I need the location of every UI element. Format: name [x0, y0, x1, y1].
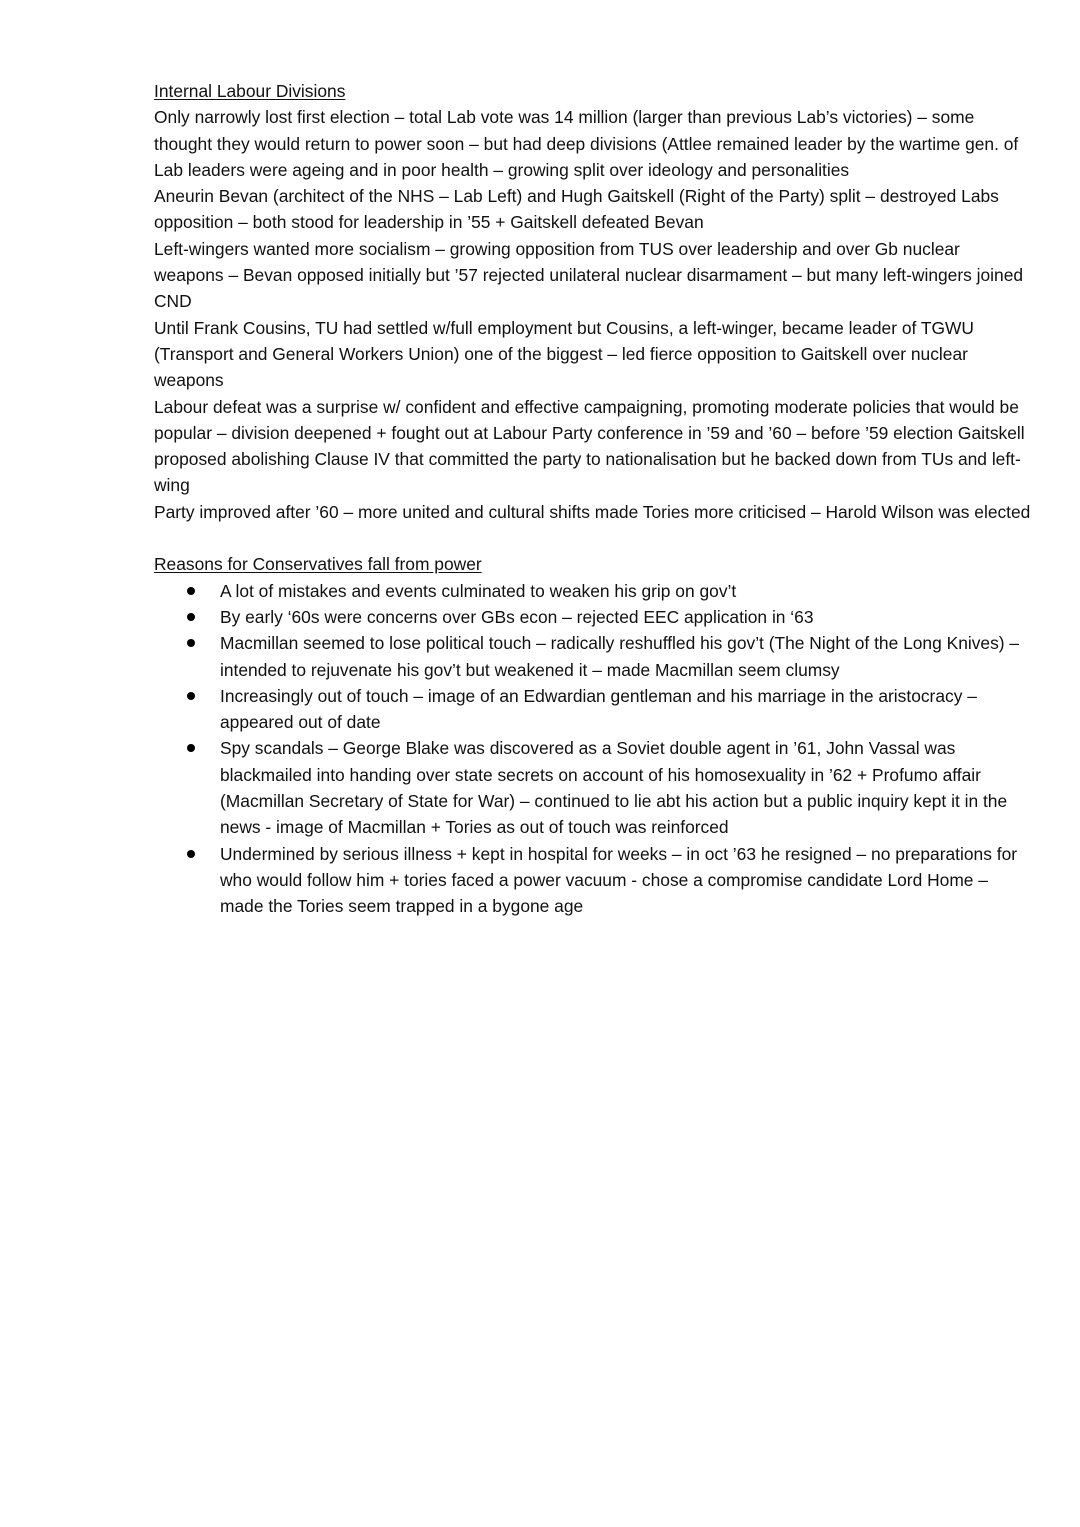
list-item: [154, 683, 1034, 736]
bullet-icon: [187, 639, 195, 647]
paragraph: Only narrowly lost first election – total Lab vote was 14 million (larger than previous Lab’s victories) – some thought they would return to power soon – but had deep divisions (Attlee remained leader by the wartime gen. of Lab leaders were ageing and in poor health – growing split over ideology and personalities: [154, 107, 1019, 180]
list-item-text: Undermined by serious illness + kept in hospital for weeks – in oct ’63 he resigned – no preparations for who would follow him + tories faced a power vacuum - chose a compromise candidate Lord Home – made the Tories seem trapped in a bygone age: [220, 843, 1018, 917]
document-page: [154, 78, 1034, 920]
list-item: [154, 841, 1034, 920]
paragraph: Until Frank Cousins, TU had settled w/full employment but Cousins, a left-winger, became leader of TGWU (Transport and General Workers Union) one of the biggest – led fierce opposition to Gaitskell over nuclear weapons: [154, 317, 974, 391]
list-item: [154, 604, 1034, 630]
bullet-icon: [187, 613, 195, 621]
paragraph: Aneurin Bevan (architect of the NHS – Lab Left) and Hugh Gaitskell (Right of the Party) split – destroyed Labs opposition – both stood for leadership in ’55 + Gaitskell defeated Bevan: [154, 186, 999, 233]
list-item: [154, 630, 1034, 683]
list-item-text: By early ‘60s were concerns over GBs econ – rejected EEC application in ‘63: [220, 606, 814, 627]
list-item-text: A lot of mistakes and events culminated to weaken his grip on gov’t: [220, 580, 737, 601]
section-spacer: [154, 525, 1034, 551]
bullet-icon: [187, 850, 195, 858]
bullet-icon: [187, 587, 195, 595]
paragraph: Party improved after ’60 – more united and cultural shifts made Tories more criticised – Harold Wilson was elected: [154, 501, 1031, 522]
section-heading-internal-labour-divisions: Internal Labour Divisions: [154, 81, 346, 101]
bullet-icon: [187, 744, 195, 752]
list-item: [154, 735, 1034, 840]
paragraph: Labour defeat was a surprise w/ confident and effective campaigning, promoting moderate policies that would be popular – division deepened + fought out at Labour Party conference in ’59 and ’60 – before ’59 election Gaitskell proposed abolishing Clause IV that committed the party to nationalisation but he backed down from TUs and left-wing: [154, 396, 1025, 496]
list-item-text: Increasingly out of touch – image of an Edwardian gentleman and his marriage in the aristocracy – appeared out of date: [220, 685, 977, 733]
list-item: [154, 578, 1034, 604]
section-heading-conservatives-fall: Reasons for Conservatives fall from power: [154, 554, 482, 575]
paragraph: Left-wingers wanted more socialism – growing opposition from TUS over leadership and over Gb nuclear weapons – Bevan opposed initially but ’57 rejected unilateral nuclear disarmament – but many left-wingers joined CND: [154, 238, 1024, 312]
list-item-text: Macmillan seemed to lose political touch – radically reshuffled his gov’t (The Night of the Long Knives) – intended to rejuvenate his gov’t but weakened it – made Macmillan seem clumsy: [220, 633, 1020, 680]
list-item-text: Spy scandals – George Blake was discovered as a Soviet double agent in ’61, John Vassal was blackmailed into handing over state secrets on account of his homosexuality in ’62 + Profumo affair (Macmillan Secretary of State for War) – continued to lie abt his action but a public inquiry kept it in the news - image of Macmillan + Tories as out of touch was reinforced: [220, 738, 1008, 838]
bullet-list: [154, 578, 1034, 920]
bullet-icon: [187, 692, 195, 700]
